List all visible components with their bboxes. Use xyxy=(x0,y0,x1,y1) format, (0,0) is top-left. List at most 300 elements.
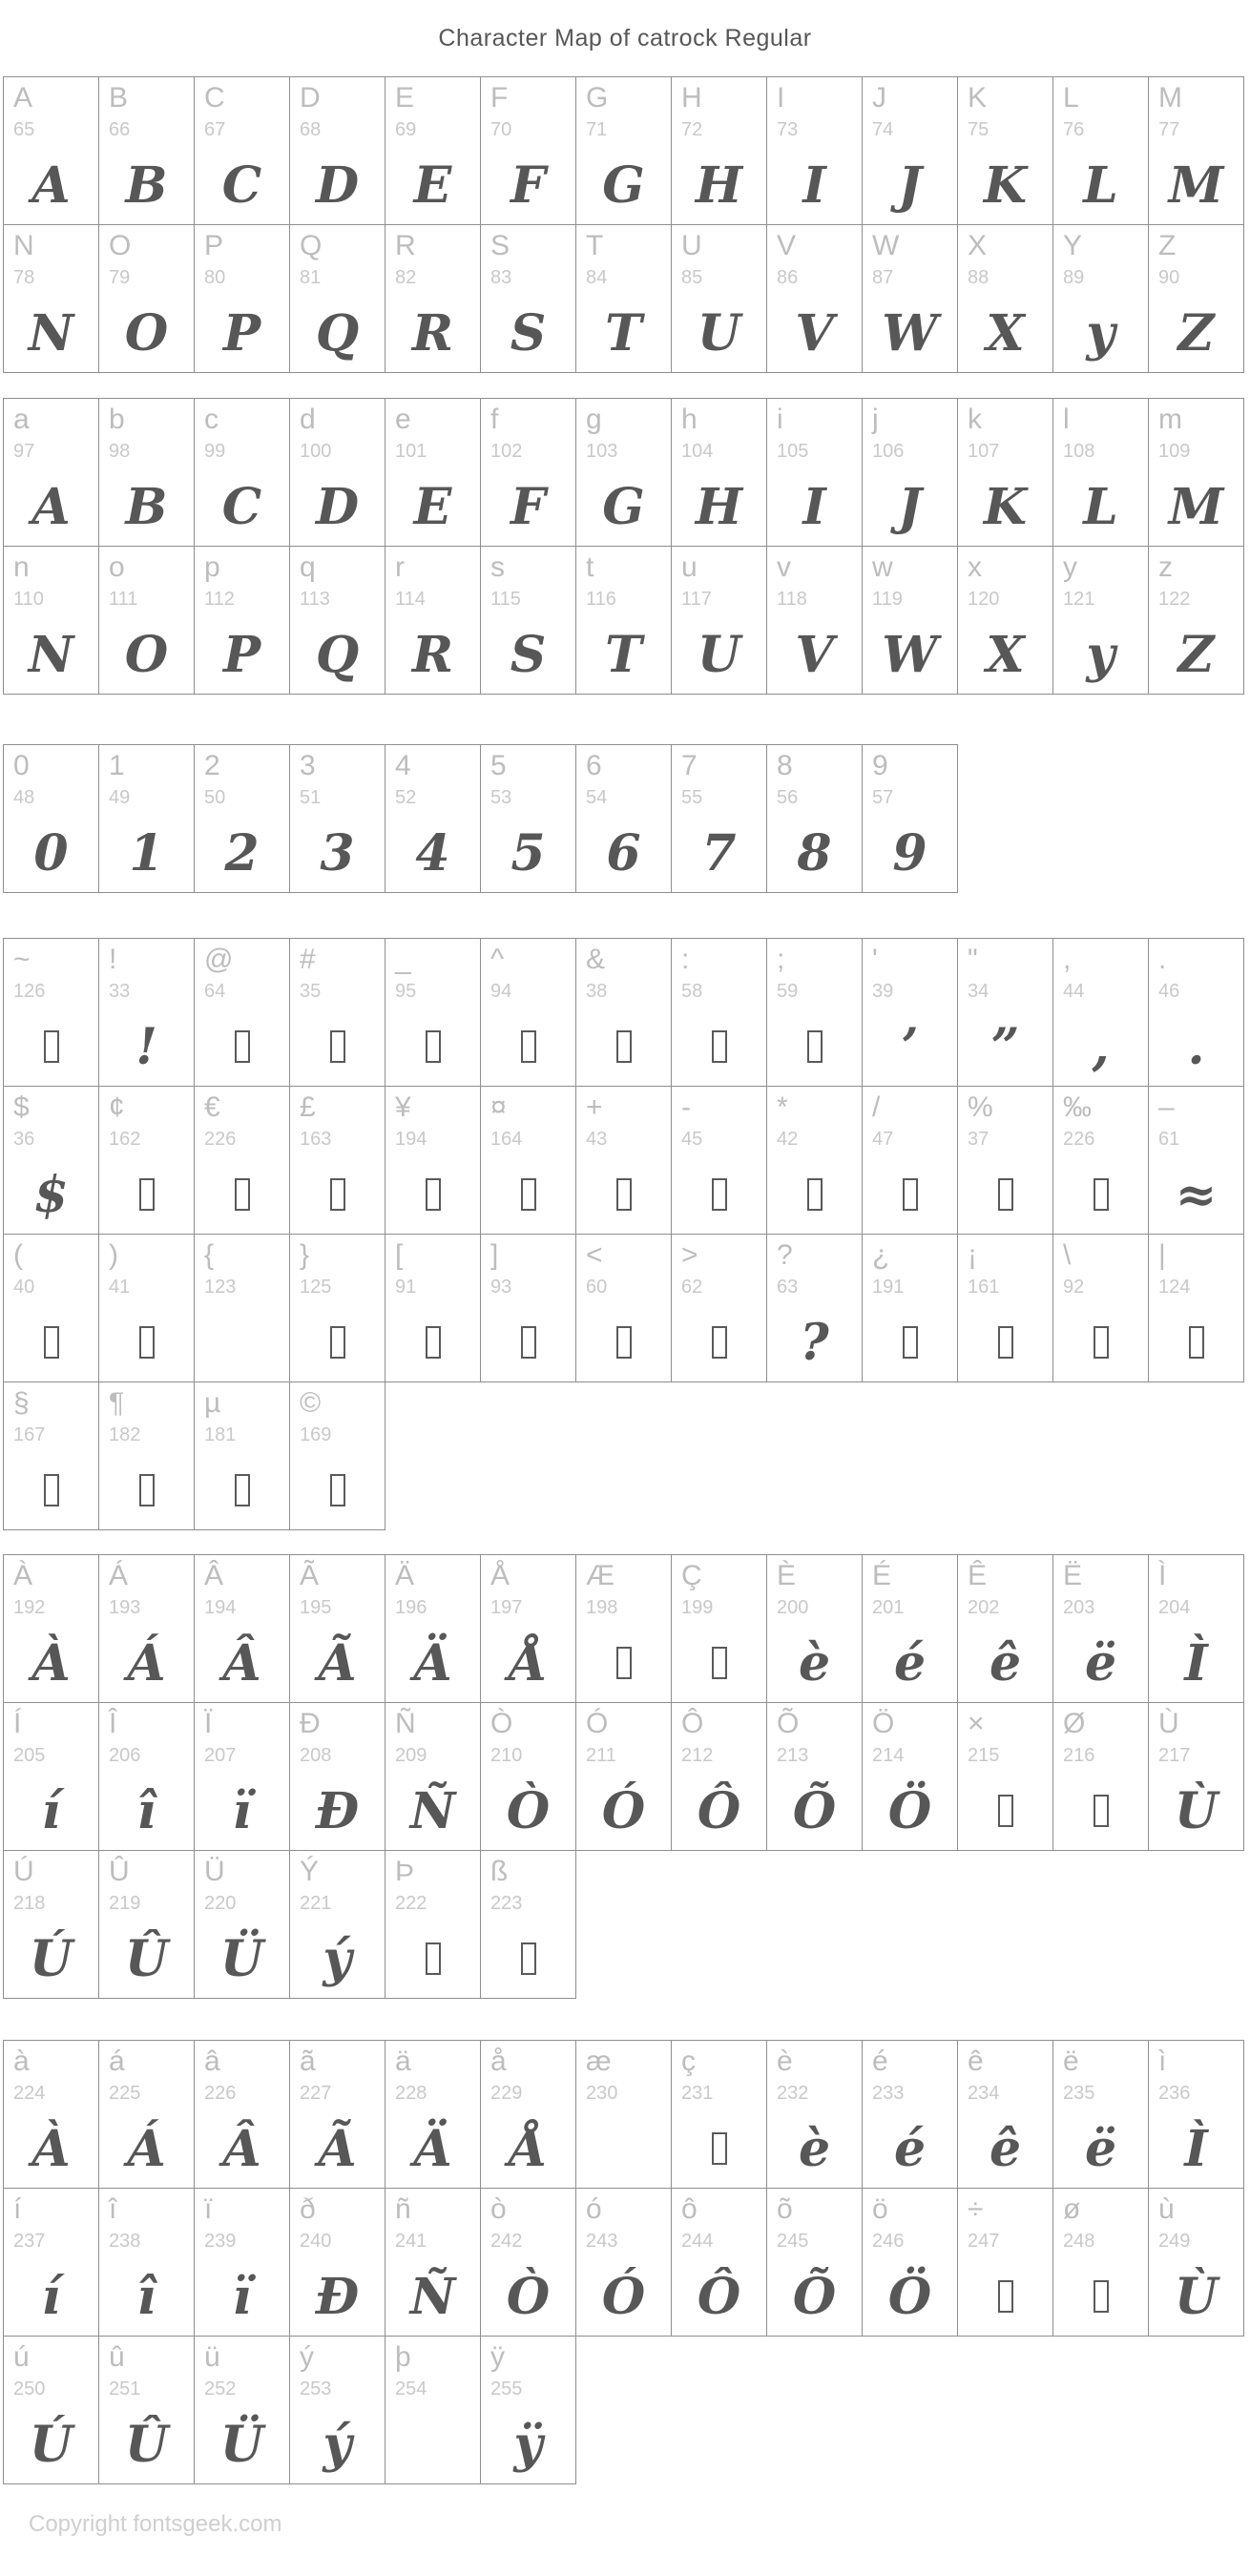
char-cell-220 xyxy=(194,1850,290,1999)
char-code: 110 xyxy=(13,589,44,610)
char-code: 221 xyxy=(300,1893,332,1914)
glyph: . xyxy=(1187,1018,1205,1076)
char-cell-116 xyxy=(575,546,672,695)
char-cell-56 xyxy=(766,744,863,893)
glyph-zone xyxy=(481,1178,575,1220)
char-code: 223 xyxy=(490,1893,523,1914)
glyph: X xyxy=(986,304,1025,363)
char-label: s xyxy=(490,551,505,583)
glyph-zone xyxy=(767,1030,862,1072)
char-label: Y xyxy=(1063,230,1083,261)
char-label: # xyxy=(300,944,316,975)
char-label: Å xyxy=(490,1560,510,1591)
char-label: ¥ xyxy=(395,1091,411,1123)
char-cell-88 xyxy=(957,224,1053,373)
char-cell-87 xyxy=(862,224,958,373)
glyph-zone xyxy=(481,304,575,363)
char-label: ' xyxy=(872,944,878,975)
char-label: ö xyxy=(872,2193,888,2225)
char-code: 205 xyxy=(13,1745,46,1766)
char-label: Æ xyxy=(586,1560,615,1591)
glyph-zone xyxy=(576,478,671,536)
char-cell-238 xyxy=(98,2188,195,2337)
missing-glyph-box xyxy=(998,1326,1013,1359)
char-row xyxy=(3,224,1243,372)
char-row xyxy=(3,76,1243,224)
char-label: D xyxy=(300,82,321,114)
glyph: Á xyxy=(127,1634,166,1693)
char-label: Á xyxy=(109,1560,129,1591)
glyph-zone xyxy=(672,626,766,684)
char-label: L xyxy=(1063,82,1079,114)
char-cell-93 xyxy=(480,1234,576,1382)
glyph-zone xyxy=(290,824,385,883)
char-cell-192 xyxy=(3,1554,99,1703)
char-label: n xyxy=(13,551,30,583)
char-code: 81 xyxy=(300,267,322,288)
glyph-zone xyxy=(1053,304,1148,363)
char-code: 249 xyxy=(1158,2231,1191,2252)
char-label: $ xyxy=(13,1091,30,1123)
char-label: Ë xyxy=(1063,1560,1083,1591)
glyph-zone xyxy=(1149,1018,1243,1076)
glyph: 0 xyxy=(33,824,69,883)
glyph-zone xyxy=(99,478,194,536)
char-code: 251 xyxy=(109,2379,141,2399)
glyph-zone xyxy=(1149,478,1243,536)
glyph: ý xyxy=(323,2416,352,2474)
char-label: x xyxy=(968,551,982,583)
char-code: 104 xyxy=(681,441,714,462)
char-code: 201 xyxy=(872,1597,905,1618)
char-cell-38 xyxy=(575,938,672,1087)
char-cell-111 xyxy=(98,546,195,695)
char-label: å xyxy=(490,2046,507,2077)
char-block-uppercase-accented xyxy=(3,1554,1243,1998)
glyph-zone xyxy=(1053,156,1148,215)
char-label: © xyxy=(300,1387,322,1419)
char-label: ô xyxy=(681,2193,698,2225)
glyph: Ã xyxy=(318,2120,357,2178)
glyph: Ö xyxy=(887,1782,932,1840)
glyph: L xyxy=(1083,478,1118,536)
char-code: 109 xyxy=(1158,441,1191,462)
glyph: B xyxy=(125,478,168,536)
glyph-zone xyxy=(1053,2280,1148,2322)
char-cell-208 xyxy=(289,1702,385,1851)
char-cell-55 xyxy=(671,744,767,893)
glyph-zone xyxy=(385,824,480,883)
char-label: m xyxy=(1158,404,1182,435)
char-code: 65 xyxy=(13,119,35,140)
char-cell-99 xyxy=(194,398,290,547)
glyph: Û xyxy=(124,1930,169,1988)
char-label: ¿ xyxy=(872,1239,890,1271)
char-code: 120 xyxy=(968,589,1000,610)
char-label: ¢ xyxy=(109,1091,125,1123)
glyph-zone xyxy=(99,304,194,363)
char-row xyxy=(3,1234,1243,1381)
char-cell-94 xyxy=(480,938,576,1087)
glyph-zone xyxy=(290,626,385,684)
char-label: ä xyxy=(395,2046,411,2077)
char-label: Ã xyxy=(300,1560,320,1591)
char-cell-119 xyxy=(862,546,958,695)
glyph: Ó xyxy=(601,1782,646,1840)
char-code: 103 xyxy=(586,441,618,462)
glyph: ? xyxy=(800,1314,829,1372)
glyph-zone xyxy=(672,1030,766,1072)
glyph-zone xyxy=(99,2416,194,2474)
glyph-zone xyxy=(1053,478,1148,536)
char-cell-255 xyxy=(480,2336,576,2484)
missing-glyph-box xyxy=(139,1178,155,1211)
char-cell-226 xyxy=(1052,1086,1149,1235)
glyph-zone xyxy=(99,156,194,215)
char-cell-210 xyxy=(480,1702,576,1851)
glyph: î xyxy=(136,2268,156,2326)
missing-glyph-box xyxy=(235,1030,250,1063)
char-label: ë xyxy=(1063,2046,1079,2077)
char-label: F xyxy=(490,82,509,114)
char-cell-41 xyxy=(98,1234,195,1382)
char-code: 229 xyxy=(490,2083,523,2104)
char-cell-62 xyxy=(671,1234,767,1382)
glyph-zone xyxy=(767,478,862,536)
glyph: é xyxy=(893,2120,927,2178)
char-code: 250 xyxy=(13,2379,46,2399)
char-label: ï xyxy=(204,2193,213,2225)
glyph: B xyxy=(125,156,168,215)
glyph-zone xyxy=(672,1178,766,1220)
char-code: 68 xyxy=(300,119,322,140)
glyph-zone xyxy=(672,824,766,883)
char-label: í xyxy=(13,2193,22,2225)
char-cell-67 xyxy=(194,76,290,225)
char-code: 169 xyxy=(300,1424,332,1445)
char-code: 37 xyxy=(968,1129,990,1150)
glyph-zone xyxy=(99,1178,194,1220)
glyph-zone xyxy=(195,156,289,215)
glyph: E xyxy=(413,156,452,215)
char-label: f xyxy=(490,404,499,435)
char-cell-66 xyxy=(98,76,195,225)
char-code: 58 xyxy=(681,981,703,1002)
char-cell-51 xyxy=(289,744,385,893)
char-cell-58 xyxy=(671,938,767,1087)
char-label: | xyxy=(1158,1239,1166,1271)
char-cell-216 xyxy=(1052,1702,1149,1851)
copyright-text: Copyright fontsgeek.com xyxy=(29,2511,282,2537)
char-label: ^ xyxy=(490,944,505,975)
char-cell-125 xyxy=(289,1234,385,1382)
char-code: 226 xyxy=(204,1129,237,1150)
glyph-zone xyxy=(4,1474,98,1516)
char-cell-34 xyxy=(957,938,1053,1087)
glyph-zone xyxy=(195,2416,289,2474)
glyph-zone xyxy=(767,304,862,363)
glyph-zone xyxy=(4,478,98,536)
char-code: 60 xyxy=(586,1277,608,1298)
char-code: 215 xyxy=(968,1745,1000,1766)
char-label: G xyxy=(586,82,609,114)
glyph: O xyxy=(124,304,169,363)
char-code: 59 xyxy=(777,981,799,1002)
glyph-zone xyxy=(863,2268,957,2326)
char-cell-84 xyxy=(575,224,672,373)
char-label: þ xyxy=(395,2341,411,2373)
char-cell-213 xyxy=(766,1702,863,1851)
char-cell-73 xyxy=(766,76,863,225)
glyph-zone xyxy=(863,626,957,684)
char-row xyxy=(3,2188,1243,2336)
char-code: 106 xyxy=(872,441,905,462)
char-cell-197 xyxy=(480,1554,576,1703)
char-code: 226 xyxy=(204,2083,237,2104)
glyph: ’ xyxy=(901,1018,919,1076)
char-code: 240 xyxy=(300,2231,332,2252)
char-cell-223 xyxy=(480,1850,576,1999)
char-label: æ xyxy=(586,2046,612,2077)
char-cell-107 xyxy=(957,398,1053,547)
char-code: 47 xyxy=(872,1129,894,1150)
char-cell-54 xyxy=(575,744,672,893)
char-code: 118 xyxy=(777,589,807,610)
char-row xyxy=(3,1086,1243,1234)
missing-glyph-box xyxy=(903,1178,918,1211)
char-label: [ xyxy=(395,1239,404,1271)
missing-glyph-box xyxy=(616,1030,632,1063)
char-code: 40 xyxy=(13,1277,35,1298)
char-code: 239 xyxy=(204,2231,237,2252)
char-cell-44 xyxy=(1052,938,1149,1087)
char-label: T xyxy=(586,230,604,261)
glyph-zone xyxy=(672,1647,766,1689)
glyph: 8 xyxy=(797,824,832,883)
char-label: û xyxy=(109,2341,125,2373)
char-cell-240 xyxy=(289,2188,385,2337)
char-label: Þ xyxy=(395,1856,415,1887)
char-code: 80 xyxy=(204,267,226,288)
char-cell-231 xyxy=(671,2040,767,2189)
glyph-zone xyxy=(195,626,289,684)
char-code: 108 xyxy=(1063,441,1095,462)
missing-glyph-box xyxy=(330,1474,345,1506)
missing-glyph-box xyxy=(1094,1178,1109,1211)
glyph-zone xyxy=(672,156,766,215)
char-cell-90 xyxy=(1148,224,1244,373)
char-cell-68 xyxy=(289,76,385,225)
char-cell-226 xyxy=(194,1086,290,1235)
char-cell-228 xyxy=(385,2040,481,2189)
glyph: Ã xyxy=(318,1634,357,1693)
char-code: 45 xyxy=(681,1129,703,1150)
glyph-zone xyxy=(481,2120,575,2178)
char-code: 194 xyxy=(395,1129,427,1150)
glyph: M xyxy=(1168,156,1224,215)
char-code: 248 xyxy=(1063,2231,1095,2252)
char-label: " xyxy=(968,944,978,975)
char-label: ¶ xyxy=(109,1387,125,1419)
char-code: 232 xyxy=(777,2083,809,2104)
char-cell-81 xyxy=(289,224,385,373)
glyph-zone xyxy=(385,1782,480,1840)
char-code: 208 xyxy=(300,1745,332,1766)
glyph: R xyxy=(411,626,454,684)
char-code: 220 xyxy=(204,1893,237,1914)
char-label: Ò xyxy=(490,1708,513,1739)
char-code: 84 xyxy=(586,267,608,288)
missing-glyph-box xyxy=(807,1178,823,1211)
missing-glyph-box xyxy=(1094,1795,1109,1827)
glyph-zone xyxy=(290,1782,385,1840)
glyph: ë xyxy=(1084,1634,1117,1693)
char-cell-115 xyxy=(480,546,576,695)
glyph: è xyxy=(798,1634,831,1693)
glyph: 1 xyxy=(129,824,164,883)
char-row xyxy=(3,938,1243,1086)
glyph-zone xyxy=(481,1942,575,1984)
glyph: L xyxy=(1083,156,1118,215)
char-label: 1 xyxy=(109,750,125,781)
glyph-zone xyxy=(99,2120,194,2178)
char-cell-77 xyxy=(1148,76,1244,225)
char-label: d xyxy=(300,404,316,435)
glyph: E xyxy=(413,478,452,536)
char-code: 219 xyxy=(109,1893,141,1914)
char-code: 198 xyxy=(586,1597,618,1618)
missing-glyph-box xyxy=(330,1326,345,1359)
char-cell-218 xyxy=(3,1850,99,1999)
glyph: ý xyxy=(323,1930,352,1988)
char-code: 227 xyxy=(300,2083,332,2104)
char-code: 115 xyxy=(490,589,521,610)
glyph-zone xyxy=(863,2120,957,2178)
glyph: J xyxy=(898,478,922,536)
char-label: @ xyxy=(204,944,234,975)
glyph-zone xyxy=(195,1930,289,1988)
char-cell-60 xyxy=(575,1234,672,1382)
glyph: 4 xyxy=(415,824,450,883)
char-cell-217 xyxy=(1148,1702,1244,1851)
char-label: 9 xyxy=(872,750,888,781)
char-cell-232 xyxy=(766,2040,863,2189)
char-cell-182 xyxy=(98,1381,195,1530)
char-label: c xyxy=(204,404,219,435)
char-label: × xyxy=(968,1708,985,1739)
glyph-zone xyxy=(481,478,575,536)
missing-glyph-box xyxy=(903,1326,918,1359)
glyph: A xyxy=(31,478,71,536)
char-label: g xyxy=(586,404,602,435)
char-cell-200 xyxy=(766,1554,863,1703)
missing-glyph-box xyxy=(235,1474,250,1506)
char-cell-50 xyxy=(194,744,290,893)
char-code: 66 xyxy=(109,119,131,140)
char-code: 216 xyxy=(1063,1745,1095,1766)
char-label: e xyxy=(395,404,411,435)
glyph: F xyxy=(510,156,546,215)
char-label: C xyxy=(204,82,225,114)
glyph: D xyxy=(315,156,360,215)
glyph: Ð xyxy=(315,2268,360,2326)
glyph: Ð xyxy=(315,1782,360,1840)
char-label: Î xyxy=(109,1708,117,1739)
char-code: 217 xyxy=(1158,1745,1191,1766)
char-cell-123 xyxy=(194,1234,290,1382)
char-code: 52 xyxy=(395,787,417,808)
char-code: 224 xyxy=(13,2083,46,2104)
glyph-zone xyxy=(385,1634,480,1693)
char-code: 161 xyxy=(968,1277,1000,1298)
glyph: $ xyxy=(33,1166,69,1224)
char-cell-194 xyxy=(194,1554,290,1703)
char-cell-78 xyxy=(3,224,99,373)
char-cell-120 xyxy=(957,546,1053,695)
glyph: , xyxy=(1092,1018,1110,1076)
glyph: Ñ xyxy=(409,2268,456,2326)
glyph: Õ xyxy=(792,1782,837,1840)
char-label: ÷ xyxy=(968,2193,984,2225)
char-code: 82 xyxy=(395,267,417,288)
glyph-zone xyxy=(767,2120,862,2178)
glyph-zone xyxy=(290,1474,385,1516)
char-label: ó xyxy=(586,2193,602,2225)
glyph-zone xyxy=(958,626,1052,684)
char-code: 39 xyxy=(872,981,894,1002)
char-cell-252 xyxy=(194,2336,290,2484)
glyph: Â xyxy=(222,2120,261,2178)
glyph: Ä xyxy=(413,1634,452,1693)
char-label: 8 xyxy=(777,750,793,781)
char-label: ñ xyxy=(395,2193,411,2225)
char-cell-226 xyxy=(194,2040,290,2189)
char-code: 86 xyxy=(777,267,799,288)
glyph: Ü xyxy=(219,2416,264,2474)
char-code: 197 xyxy=(490,1597,523,1618)
glyph-zone xyxy=(576,1326,671,1368)
glyph: I xyxy=(802,478,826,536)
glyph: ï xyxy=(232,1782,252,1840)
char-code: 167 xyxy=(13,1424,46,1445)
char-label: & xyxy=(586,944,606,975)
glyph: y xyxy=(1086,626,1115,684)
glyph-zone xyxy=(863,156,957,215)
char-cell-106 xyxy=(862,398,958,547)
glyph: K xyxy=(983,156,1028,215)
char-cell-224 xyxy=(3,2040,99,2189)
glyph: Z xyxy=(1177,626,1215,684)
char-label: - xyxy=(681,1091,691,1123)
char-label: S xyxy=(490,230,510,261)
glyph: I xyxy=(802,156,826,215)
glyph: U xyxy=(697,626,741,684)
glyph: î xyxy=(136,1782,156,1840)
char-cell-45 xyxy=(671,1086,767,1235)
glyph: Ì xyxy=(1184,2120,1208,2178)
char-code: 71 xyxy=(586,119,608,140)
char-cell-76 xyxy=(1052,76,1149,225)
glyph: Ò xyxy=(506,1782,551,1840)
char-label: ã xyxy=(300,2046,316,2077)
glyph: C xyxy=(221,156,262,215)
glyph: Ä xyxy=(413,2120,452,2178)
glyph-zone xyxy=(99,1782,194,1840)
missing-glyph-box xyxy=(426,1326,441,1359)
char-cell-63 xyxy=(766,1234,863,1382)
glyph-zone xyxy=(195,478,289,536)
char-cell-205 xyxy=(3,1702,99,1851)
